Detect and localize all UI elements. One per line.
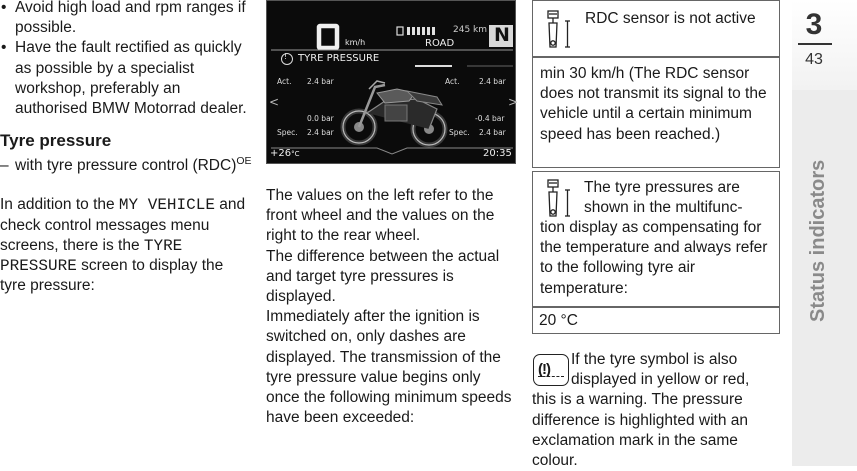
- paragraph: The values on the left refer to the front wheel and the values on the right to the rear wheel.: [266, 187, 495, 245]
- front-act-label: Act.: [277, 77, 292, 86]
- warning-paragraph: [532, 350, 780, 471]
- table-cell-temperature: 20 °C: [532, 307, 780, 334]
- column-2: [266, 186, 518, 428]
- speed-unit: km/h: [345, 38, 366, 47]
- chapter-number: 3: [805, 8, 823, 41]
- tft-display-screenshot: [266, 0, 519, 164]
- tyre-pressure-warning-icon: (!): [533, 354, 569, 386]
- nav-left-arrow: <: [269, 95, 280, 109]
- rear-spec-label: Spec.: [449, 128, 470, 137]
- front-act-value: 2.4 bar: [307, 77, 334, 86]
- bullet-item: • Avoid high load and rpm ranges if possible.: [0, 0, 252, 38]
- rear-diff-value: -0.4 bar: [475, 114, 505, 123]
- table-cell-status: [532, 0, 780, 57]
- gear-indicator: N: [494, 24, 510, 46]
- rear-act-value: 2.4 bar: [479, 77, 506, 86]
- intro-paragraph: In addition to the MY VEHICLE and check control messages menu screens, there is the TYRE PRESSURE screen to display the tyre pressure:: [0, 196, 246, 295]
- note-text: tion display as compensating for the temperature and always refer to the following tyre air temperature:: [540, 219, 768, 297]
- note-line: The tyre pressures are: [584, 179, 740, 196]
- warning-line: displayed in yellow or red,: [571, 371, 750, 389]
- rdc-sensor-icon: [543, 178, 573, 222]
- status-text: RDC sensor is not active: [585, 10, 756, 27]
- front-spec-value: 2.4 bar: [307, 128, 334, 137]
- bullet-item: • Have the fault rectified as quickly as possible by a specialist workshop, preferably an authorised BMW Motorrad dealer.: [0, 38, 252, 119]
- table-cell-description: min 30 km/h (The RDC sensor does not transmit its signal to the vehicle until a certain minimum speed has been reached.): [532, 57, 780, 168]
- condition-line: – with tyre pressure control (RDC)$^{OE}$: [0, 156, 252, 176]
- column-1: [0, 0, 252, 296]
- motorcycle-icon: [343, 81, 445, 145]
- warning-icon: !: [284, 52, 288, 61]
- nav-right-arrow: >: [508, 95, 519, 109]
- note-line: shown in the multifunc-: [584, 199, 743, 216]
- front-spec-label: Spec.: [277, 128, 298, 137]
- page-number: 43: [805, 51, 823, 68]
- screen-title: TYRE PRESSURE: [298, 53, 380, 64]
- chapter-title: Status indicators: [807, 159, 829, 322]
- warning-text: this is a warning. The pressure difference is highlighted with an exclamation mark in the same colour.: [532, 391, 748, 470]
- section-heading: Tyre pressure: [0, 131, 112, 151]
- paragraph: The difference between the actual and target tyre pressures is displayed.: [266, 247, 500, 306]
- table-cell-note: [532, 171, 780, 307]
- chapter-tab: [792, 0, 857, 90]
- front-diff-value: 0.0 bar: [307, 114, 334, 123]
- rear-spec-value: 2.4 bar: [479, 128, 506, 137]
- rdc-sensor-icon: [543, 9, 573, 53]
- range-readout: 245 km: [453, 25, 488, 35]
- paragraph: Immediately after the ignition is switched on, only dashes are displayed. The transmission of the tyre pressure value begins only once the following minimum speeds have been exceeded:: [266, 308, 512, 427]
- clock: 20:35: [483, 148, 512, 159]
- riding-mode: ROAD: [425, 38, 455, 49]
- rear-act-label: Act.: [445, 77, 460, 86]
- ambient-temperature: +26°C: [270, 148, 300, 159]
- warning-line: If the tyre symbol is also: [571, 351, 738, 368]
